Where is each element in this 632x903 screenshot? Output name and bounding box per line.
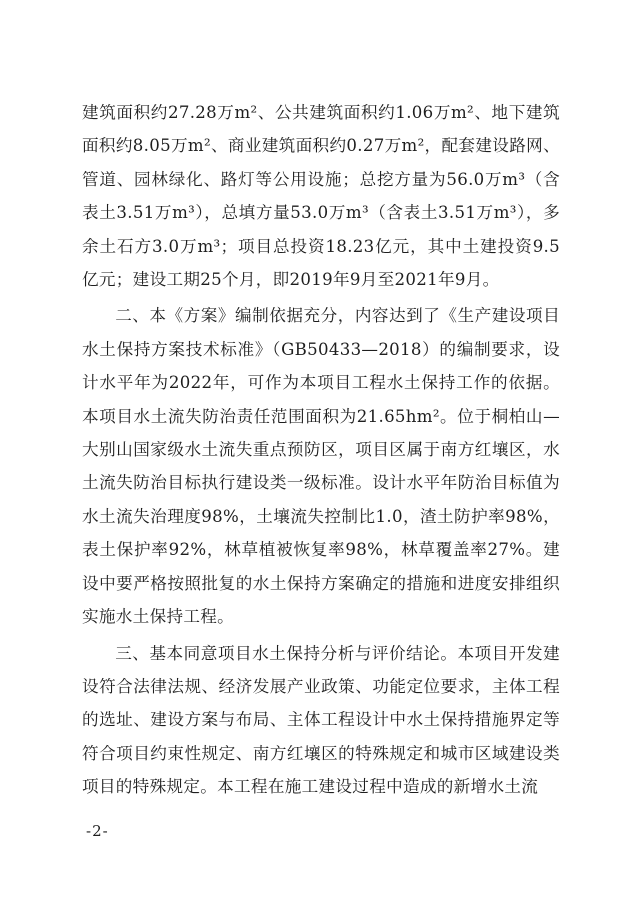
body-text bbox=[82, 96, 560, 807]
paragraph-analysis-conclusion: 三、基本同意项目水土保持分析与评价结论。本项目开发建设符合法律法规、经济发展产业政策、功能定位要求，主体工程的选址、建设方案与布局、主体工程设计中水土保持措施界定等符合项目约束性规定、南方红壤区的特殊规定和城市区域建设类项目的特殊规定。本工程在施工建设过程中造成的新增水土流 bbox=[82, 643, 560, 797]
paragraph-plan-basis: 二、本《方案》编制依据充分，内容达到了《生产建设项目水土保持方案技术标准》（GB50433—2018）的编制要求，设计水平年为2022年，可作为本项目工程水土保持工作的依据。本项目水土流失防治责任范围面积为21.65hm²。位于桐柏山—大别山国家级水土流失重点预防区，项目区属于南方红壤区，水土流失防治目标执行建设类一级标准。设计水平年防治目标值为水土流失治理度98%，土壤流失控制比1.0，渣土防护率98%，表土保护率92%，林草植被恢复率98%，林草覆盖率27%。建设中要严格按照批复的水土保持方案确定的措施和进度安排组织实施水土保持工程。 bbox=[82, 306, 560, 627]
page-number: -2- bbox=[86, 822, 109, 840]
paragraph-project-scale: 建筑面积约27.28万m²、公共建筑面积约1.06万m²、地下建筑面积约8.05万m²、商业建筑面积约0.27万m²，配套建设路网、管道、园林绿化、路灯等公用设施；总挖方量为56.0万m³（含表土3.51万m³），总填方量53.0万m³（含表土3.51万m³），多余土石方3.0万m³；项目总投资18.23亿元，其中土建投资9.5亿元；建设工期25个月，即2019年9月至2021年9月。 bbox=[82, 103, 560, 290]
